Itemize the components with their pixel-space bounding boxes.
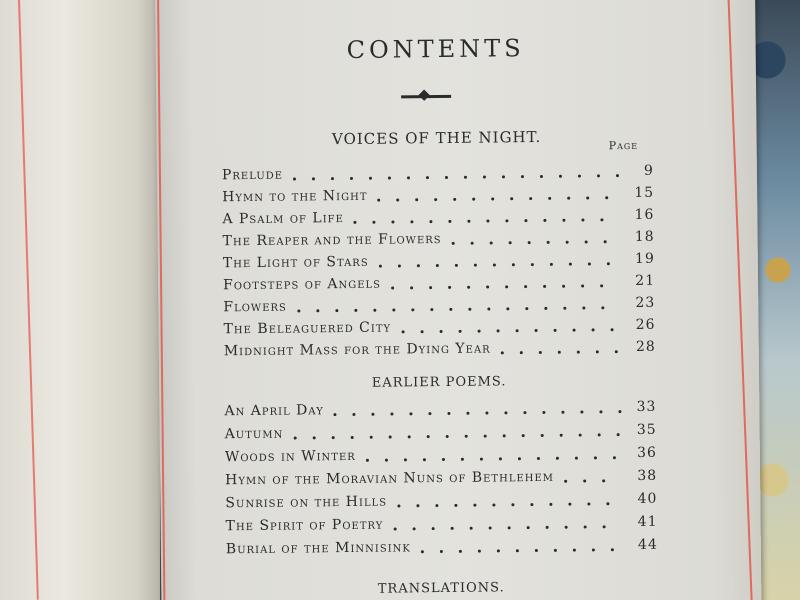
leader-dot bbox=[568, 503, 571, 506]
leader-dot bbox=[389, 436, 392, 439]
leader-dot bbox=[459, 550, 462, 553]
leader-dot bbox=[565, 526, 568, 529]
entry-title: Burial of the Minnisink bbox=[225, 539, 411, 558]
leader-dot bbox=[535, 549, 538, 552]
leader-dot bbox=[580, 411, 583, 414]
leader-dot bbox=[411, 308, 414, 311]
leader-dot bbox=[558, 351, 561, 354]
leader-dot bbox=[449, 308, 452, 311]
leader-dot bbox=[297, 309, 300, 312]
leader-dot bbox=[497, 329, 500, 332]
section-heading: VOICES OF THE NIGHT. bbox=[331, 127, 542, 149]
leader-dot bbox=[484, 435, 487, 438]
leader-dot bbox=[550, 263, 553, 266]
leader-dot bbox=[442, 458, 445, 461]
leader-dot bbox=[592, 548, 595, 551]
entry-title: An April Day bbox=[224, 402, 324, 420]
leader-dot bbox=[543, 285, 546, 288]
leader-dot bbox=[505, 219, 508, 222]
leader-dot bbox=[599, 410, 602, 413]
leader-dot bbox=[426, 176, 429, 179]
leader-dot bbox=[597, 174, 600, 177]
leader-dot bbox=[518, 457, 521, 460]
leader-dot bbox=[413, 527, 416, 530]
leader-dot bbox=[379, 265, 382, 268]
leader-dot bbox=[408, 435, 411, 438]
leader-dot bbox=[577, 351, 580, 354]
toc-entry bbox=[225, 445, 655, 470]
entry-page: 36 bbox=[636, 444, 657, 461]
leader-dot bbox=[409, 412, 412, 415]
leader-dot bbox=[429, 286, 432, 289]
leader-dot bbox=[544, 307, 547, 310]
leader-dot bbox=[440, 550, 443, 553]
leader-dot bbox=[521, 175, 524, 178]
leader-dot bbox=[560, 434, 563, 437]
leader-dot bbox=[523, 411, 526, 414]
leader-dot bbox=[554, 329, 557, 332]
leader-dot bbox=[396, 198, 399, 201]
leader-dot bbox=[559, 175, 562, 178]
leader-dot bbox=[504, 411, 507, 414]
toc-entry bbox=[224, 339, 654, 364]
leader-dot bbox=[611, 548, 614, 551]
leader-dot bbox=[332, 436, 335, 439]
leader-dot bbox=[618, 410, 621, 413]
leader-dot bbox=[505, 285, 508, 288]
leader-dot bbox=[503, 434, 506, 437]
entry-title: Sunrise on the Hills bbox=[225, 493, 388, 512]
entry-title: Autumn bbox=[224, 425, 284, 443]
leader-dot bbox=[543, 219, 546, 222]
leader-dot bbox=[436, 264, 439, 267]
leader-dot bbox=[397, 504, 400, 507]
leader-dot bbox=[502, 175, 505, 178]
leader-dot bbox=[506, 307, 509, 310]
leader-dot bbox=[487, 308, 490, 311]
leader-dot bbox=[448, 220, 451, 223]
leader-dot bbox=[549, 503, 552, 506]
leader-dot bbox=[459, 330, 462, 333]
leader-dot bbox=[335, 309, 338, 312]
leader-dot bbox=[427, 435, 430, 438]
leader-dot bbox=[522, 434, 525, 437]
toc-entry bbox=[222, 184, 655, 210]
toc-entry bbox=[224, 398, 657, 424]
leader-dot bbox=[501, 351, 504, 354]
leader-dot bbox=[478, 550, 481, 553]
leader-dot bbox=[603, 525, 606, 528]
entry-page: 35 bbox=[636, 421, 657, 438]
leader-dot bbox=[581, 285, 584, 288]
leader-dot bbox=[377, 199, 380, 202]
leader-dot bbox=[582, 307, 585, 310]
section-heading: TRANSLATIONS. bbox=[377, 580, 505, 597]
leader-dot bbox=[542, 411, 545, 414]
entry-title: Footsteps of Angels bbox=[223, 275, 382, 294]
leader-dot bbox=[613, 456, 616, 459]
leader-dot bbox=[586, 196, 589, 199]
leader-dot bbox=[524, 219, 527, 222]
entry-page: 33 bbox=[636, 398, 657, 415]
entry-page: 38 bbox=[637, 467, 658, 484]
leader-dot bbox=[312, 177, 315, 180]
leader-dot bbox=[316, 309, 319, 312]
leader-dot bbox=[573, 549, 576, 552]
leader-dot bbox=[579, 434, 582, 437]
leader-dot bbox=[467, 286, 470, 289]
leader-dot bbox=[525, 307, 528, 310]
leader-dot bbox=[370, 436, 373, 439]
leader-dot bbox=[448, 286, 451, 289]
toc-entry bbox=[223, 251, 653, 276]
entry-title: Flowers bbox=[223, 298, 287, 316]
left-facing-page bbox=[0, 0, 160, 600]
leader-dot bbox=[352, 413, 355, 416]
leader-dot bbox=[372, 221, 375, 224]
leader-dot bbox=[467, 220, 470, 223]
leader-dot bbox=[453, 198, 456, 201]
leader-dot bbox=[594, 456, 597, 459]
leader-dot bbox=[530, 503, 533, 506]
entry-page: 9 bbox=[643, 162, 655, 179]
leader-dot bbox=[478, 330, 481, 333]
leader-dot bbox=[485, 412, 488, 415]
leader-dot bbox=[587, 502, 590, 505]
leader-dot bbox=[486, 286, 489, 289]
section-heading: EARLIER POEMS. bbox=[371, 374, 507, 391]
entry-title: Hymn to the Night bbox=[222, 187, 368, 206]
leader-dot bbox=[428, 412, 431, 415]
leader-dot bbox=[564, 480, 567, 483]
leader-dot bbox=[529, 197, 532, 200]
leader-dot bbox=[617, 433, 620, 436]
toc-entry bbox=[225, 467, 658, 493]
entry-page: 28 bbox=[635, 338, 656, 355]
leader-dot bbox=[423, 458, 426, 461]
leader-dot bbox=[575, 457, 578, 460]
leader-dot bbox=[473, 504, 476, 507]
leader-dot bbox=[583, 480, 586, 483]
leader-dot bbox=[333, 413, 336, 416]
leader-dot bbox=[354, 309, 357, 312]
leader-dot bbox=[446, 435, 449, 438]
leader-dot bbox=[435, 504, 438, 507]
contents-page bbox=[155, 0, 762, 600]
leader-dot bbox=[464, 176, 467, 179]
leader-dot bbox=[569, 263, 572, 266]
leader-dot bbox=[483, 176, 486, 179]
leader-dot bbox=[313, 436, 316, 439]
leader-dot bbox=[472, 198, 475, 201]
leader-dot bbox=[392, 309, 395, 312]
leader-dot bbox=[596, 350, 599, 353]
leader-dot bbox=[451, 527, 454, 530]
leader-dot bbox=[454, 504, 457, 507]
leader-dot bbox=[440, 330, 443, 333]
leader-dot bbox=[432, 527, 435, 530]
toc-entry bbox=[225, 490, 658, 516]
entry-page: 41 bbox=[637, 513, 658, 530]
leader-dot bbox=[509, 241, 512, 244]
leader-dot bbox=[486, 220, 489, 223]
leader-dot bbox=[493, 263, 496, 266]
leader-dot bbox=[417, 264, 420, 267]
leader-dot bbox=[331, 177, 334, 180]
leader-dot bbox=[398, 264, 401, 267]
toc-entry bbox=[223, 229, 653, 254]
leader-dot bbox=[562, 285, 565, 288]
leader-dot bbox=[573, 329, 576, 332]
leader-dot bbox=[516, 329, 519, 332]
leader-dot bbox=[466, 412, 469, 415]
entry-title: Prelude bbox=[221, 166, 284, 184]
entry-page: 15 bbox=[634, 184, 655, 201]
leader-dot bbox=[350, 177, 353, 180]
leader-dot bbox=[390, 413, 393, 416]
leader-dot bbox=[394, 527, 397, 530]
leader-dot bbox=[465, 435, 468, 438]
entry-title: The Spirit of Poetry bbox=[225, 516, 384, 535]
leader-dot bbox=[447, 412, 450, 415]
leader-dot bbox=[434, 198, 437, 201]
entry-page: 21 bbox=[635, 272, 656, 289]
leader-dot bbox=[588, 262, 591, 265]
leader-dot bbox=[601, 306, 604, 309]
leader-dot bbox=[373, 309, 376, 312]
leader-dot bbox=[566, 241, 569, 244]
entry-title: Hymn of the Moravian Nuns of Bethlehem bbox=[225, 468, 555, 489]
leader-dot bbox=[547, 241, 550, 244]
entry-page: 26 bbox=[635, 316, 656, 333]
leader-dot bbox=[540, 175, 543, 178]
entry-page: 23 bbox=[635, 294, 656, 311]
leader-dot bbox=[404, 458, 407, 461]
entry-page: 16 bbox=[634, 206, 655, 223]
leader-dot bbox=[455, 264, 458, 267]
leader-dot bbox=[461, 458, 464, 461]
leader-dot bbox=[391, 221, 394, 224]
leader-dot bbox=[511, 503, 514, 506]
leader-dot bbox=[585, 240, 588, 243]
entry-title: The Light of Stars bbox=[222, 253, 369, 272]
leader-dot bbox=[480, 458, 483, 461]
toc-entry bbox=[222, 206, 655, 232]
leader-dot bbox=[421, 330, 424, 333]
toc-entry bbox=[223, 316, 656, 342]
leader-dot bbox=[430, 308, 433, 311]
leader-dot bbox=[471, 242, 474, 245]
leader-dot bbox=[531, 263, 534, 266]
entry-page: 40 bbox=[637, 490, 658, 507]
leader-dot bbox=[497, 549, 500, 552]
title-ornament-diamond bbox=[418, 90, 429, 101]
entry-page: 44 bbox=[637, 536, 658, 553]
leader-dot bbox=[561, 411, 564, 414]
page-column-label: Page bbox=[608, 138, 639, 153]
page-title: CONTENTS bbox=[346, 34, 525, 64]
leader-dot bbox=[606, 502, 609, 505]
leader-dot bbox=[474, 264, 477, 267]
leader-dot bbox=[407, 176, 410, 179]
leader-dot bbox=[537, 457, 540, 460]
leader-dot bbox=[490, 241, 493, 244]
leader-dot bbox=[539, 351, 542, 354]
leader-dot bbox=[366, 459, 369, 462]
leader-dot bbox=[371, 413, 374, 416]
toc-entry bbox=[223, 294, 656, 320]
leader-dot bbox=[604, 240, 607, 243]
toc-entry bbox=[226, 514, 656, 539]
leader-dot bbox=[385, 459, 388, 462]
leader-dot bbox=[548, 197, 551, 200]
leader-dot bbox=[510, 197, 513, 200]
leader-dot bbox=[452, 242, 455, 245]
leader-dot bbox=[421, 550, 424, 553]
leader-dot bbox=[516, 549, 519, 552]
leader-dot bbox=[353, 221, 356, 224]
leader-dot bbox=[611, 328, 614, 331]
leader-dot bbox=[369, 177, 372, 180]
leader-dot bbox=[602, 479, 605, 482]
leader-dot bbox=[468, 308, 471, 311]
leader-dot bbox=[520, 351, 523, 354]
toc-entry bbox=[221, 162, 655, 188]
entry-page: 19 bbox=[634, 250, 655, 267]
leader-dot bbox=[410, 220, 413, 223]
leader-dot bbox=[508, 526, 511, 529]
leader-dot bbox=[563, 307, 566, 310]
leader-dot bbox=[581, 219, 584, 222]
page-red-rule-right bbox=[727, 0, 754, 600]
leader-dot bbox=[567, 197, 570, 200]
leader-dot bbox=[415, 198, 418, 201]
leader-dot bbox=[562, 219, 565, 222]
leader-dot bbox=[592, 328, 595, 331]
leader-dot bbox=[527, 526, 530, 529]
leader-dot bbox=[410, 286, 413, 289]
leader-dot bbox=[470, 527, 473, 530]
leader-dot bbox=[293, 178, 296, 181]
toc-entry bbox=[226, 537, 656, 562]
entry-title: Woods in Winter bbox=[224, 447, 356, 466]
toc-entry bbox=[223, 272, 656, 298]
leader-dot bbox=[535, 329, 538, 332]
left-page-red-rule bbox=[18, 0, 39, 600]
leader-dot bbox=[388, 177, 391, 180]
leader-dot bbox=[402, 330, 405, 333]
entry-title: Midnight Mass for the Dying Year bbox=[223, 340, 491, 360]
leader-dot bbox=[499, 457, 502, 460]
leader-dot bbox=[445, 176, 448, 179]
leader-dot bbox=[524, 285, 527, 288]
leader-dot bbox=[616, 174, 619, 177]
leader-dot bbox=[391, 287, 394, 290]
leader-dot bbox=[554, 549, 557, 552]
leader-dot bbox=[528, 241, 531, 244]
entry-title: The Reaper and the Flowers bbox=[222, 231, 442, 250]
leader-dot bbox=[489, 527, 492, 530]
entry-title: The Beleaguered City bbox=[223, 319, 392, 338]
leader-dot bbox=[556, 457, 559, 460]
leader-dot bbox=[605, 196, 608, 199]
leader-dot bbox=[512, 263, 515, 266]
leader-dot bbox=[541, 434, 544, 437]
leader-dot bbox=[578, 175, 581, 178]
leader-dot bbox=[607, 262, 610, 265]
leader-dot bbox=[351, 436, 354, 439]
leader-dot bbox=[546, 526, 549, 529]
leader-dot bbox=[429, 220, 432, 223]
entry-title: A Psalm of Life bbox=[222, 210, 344, 228]
leader-dot bbox=[600, 218, 603, 221]
leader-dot bbox=[491, 197, 494, 200]
leader-dot bbox=[598, 433, 601, 436]
leader-dot bbox=[615, 350, 618, 353]
leader-dot bbox=[600, 284, 603, 287]
entry-page: 18 bbox=[634, 228, 655, 245]
toc-entry bbox=[225, 422, 655, 447]
leader-dot bbox=[416, 504, 419, 507]
leader-dot bbox=[294, 437, 297, 440]
leader-dot bbox=[584, 526, 587, 529]
leader-dot bbox=[492, 503, 495, 506]
